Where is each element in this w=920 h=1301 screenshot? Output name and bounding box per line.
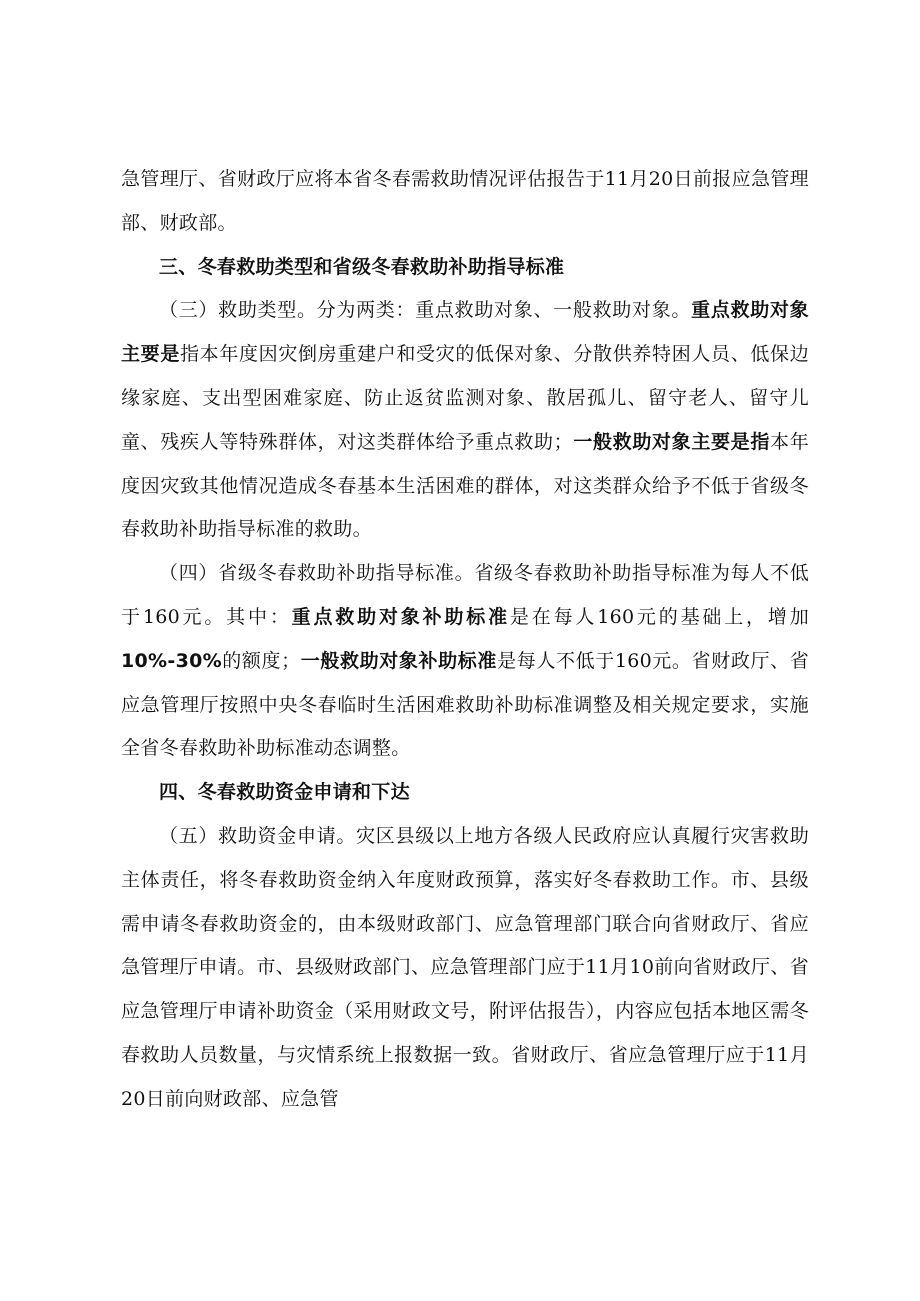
text-run: 是每人不低于160元。省财政厅、省应急管理厅按照中央冬春临时生活困难救助补助标准调整及相关规定要求，实施全省冬春救助补助标准动态调整。	[121, 649, 809, 760]
text-run: 本年度因灾致其他情况造成冬春基本生活困难的群体，对这类群众给予不低于省级冬春救助补助指导标准的救助。	[121, 430, 809, 541]
paragraph-assistance-types	[121, 289, 809, 552]
section-heading-3: 三、冬春救助类型和省级冬春救助补助指导标准	[159, 255, 565, 278]
text-run: 指本年度因灾倒房重建户和受灾的低保对象、分散供养特困人员、低保边缘家庭、支出型困难家庭、防止返贫监测对象、散居孤儿、留守老人、留守儿童、残疾人等特殊群体，对这类群体给予重点救助；	[121, 343, 809, 453]
paragraph-continuation: 急管理厅、省财政厅应将本省冬春需救助情况评估报告于11月20日前报应急管理部、财政部。	[121, 168, 809, 234]
bold-term-key-recipients: 重点救助对象主要是	[121, 299, 809, 366]
text-run: 的额度；	[221, 649, 301, 672]
text-run: （三）救助类型。分为两类：重点救助对象、一般救助对象。	[159, 299, 692, 322]
text-run: 是在每人160元的基础上，增加	[509, 605, 809, 628]
text-run: （四）省级冬春救助补助指导标准。省级冬春救助补助指导标准为每人不低于160元。其中：	[121, 562, 809, 628]
bold-term-general-subsidy: 一般救助对象补助标准	[300, 649, 498, 672]
bold-term-general-recipients: 一般救助对象主要是指	[572, 430, 771, 453]
bold-percentage: 10%-30%	[121, 649, 222, 672]
document-page	[121, 158, 809, 1122]
section-heading-4: 四、冬春救助资金申请和下达	[159, 781, 410, 804]
paragraph-fund-application: （五）救助资金申请。灾区县级以上地方各级人民政府应认真履行灾害救助主体责任，将冬春救助资金纳入年度财政预算，落实好冬春救助工作。市、县级需申请冬春救助资金的，由本级财政部门、应急管理部门联合向省财政厅、省应急管理厅申请。市、县级财政部门、应急管理部门应于11月10前向省财政厅、省应急管理厅申请补助资金（采用财政文号，附评估报告），内容应包括本地区需冬春救助人员数量，与灾情系统上报数据一致。省财政厅、省应急管理厅应于11月20日前向财政部、应急管	[121, 824, 809, 1110]
paragraph-subsidy-standard	[121, 552, 809, 771]
bold-term-key-subsidy: 重点救助对象补助标准	[291, 605, 510, 628]
